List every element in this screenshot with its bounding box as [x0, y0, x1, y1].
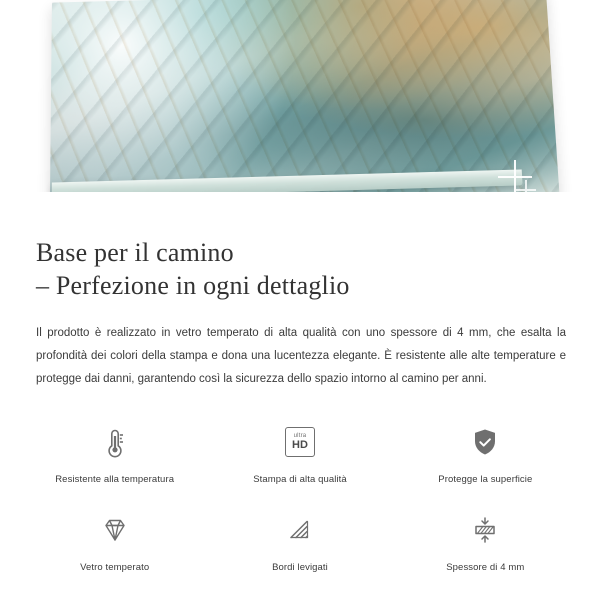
feature-label: Vetro temperato	[80, 562, 150, 573]
hero-bottom-fade	[0, 192, 600, 218]
product-description-text: Il prodotto è realizzato in vetro temperato di alta qualità con uno spessore di 4 mm, che esalta la profondità dei colori della stampa e dona una lucentezza elegante. È resistente alle alte temperature e protegge dai danni, garantendo così la sicurezza dello spazio intorno al camino per anni.	[36, 327, 566, 385]
ultra-hd-badge-bottom: HD	[292, 439, 308, 451]
diamond-icon	[92, 507, 138, 553]
shield-check-icon	[462, 419, 508, 465]
feature-label: Stampa di alta qualità	[253, 474, 347, 485]
page-title	[36, 236, 600, 302]
ultra-hd-badge-top: ultra	[293, 433, 307, 439]
thickness-arrows-icon	[462, 507, 508, 553]
feature-label: Resistente alla temperatura	[55, 474, 175, 485]
hero-image	[0, 0, 600, 218]
feature-item	[393, 507, 578, 573]
polished-edges-icon	[277, 507, 323, 553]
feature-item	[207, 507, 392, 573]
feature-label: Spessore di 4 mm	[446, 562, 525, 573]
feature-label: Protegge la superficie	[438, 474, 533, 485]
feature-item	[393, 419, 578, 485]
page-title-line-1: Base per il camino	[36, 238, 234, 267]
page-title-line-2: – Perfezione in ogni dettaglio	[36, 271, 350, 300]
feature-item	[22, 419, 207, 485]
feature-label: Bordi levigati	[272, 562, 328, 573]
feature-item	[22, 507, 207, 573]
feature-item	[207, 419, 392, 485]
ultra-hd-icon	[277, 419, 323, 465]
feature-grid	[22, 419, 578, 573]
thermometer-icon	[92, 419, 138, 465]
